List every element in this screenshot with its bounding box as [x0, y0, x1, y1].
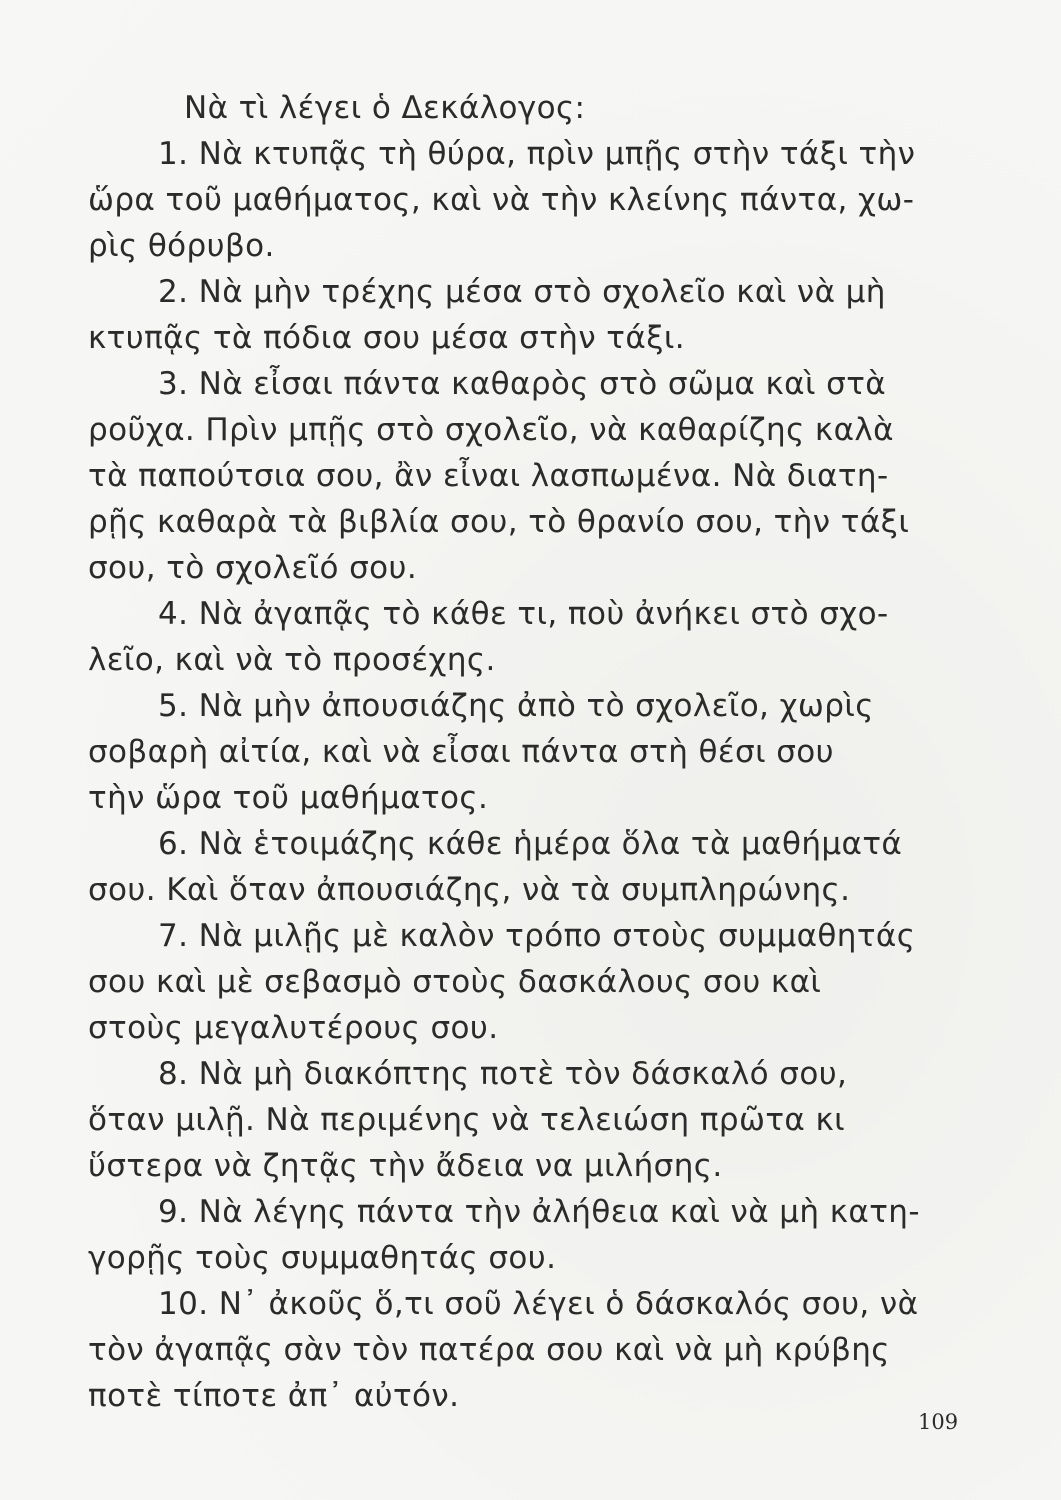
rule-10-line-3: ποτὲ τίποτε ἀπ᾽ αὐτόν.	[88, 1378, 460, 1414]
rule-2-line-2: κτυπᾷς τὰ πόδια σου μέσα στὴν τάξι.	[88, 320, 686, 356]
rule-3-line-2: ροῦχα. Πρὶν μπῇς στὸ σχολεῖο, νὰ καθαρίζης καλὰ	[88, 412, 894, 448]
intro-line: Νὰ τὶ λέγει ὁ Δεκάλογος:	[184, 90, 586, 126]
rule-9-line-1: 9. Νὰ λέγης πάντα τὴν ἀλήθεια καὶ νὰ μὴ κατη-	[158, 1194, 920, 1230]
rule-8-line-3: ὕστερα νὰ ζητᾷς τὴν ἄδεια να μιλήσης.	[88, 1148, 723, 1184]
rule-8-line-2: ὅταν μιλῇ. Νὰ περιμένης νὰ τελειώση πρῶτα κι	[88, 1102, 846, 1138]
rule-1-line-2: ὥρα τοῦ μαθήματος, καὶ νὰ τὴν κλείνης πάντα, χω-	[88, 182, 915, 218]
rule-3-line-5: σου, τὸ σχολεῖό σου.	[88, 550, 418, 586]
rule-2-line-1: 2. Νὰ μὴν τρέχης μέσα στὸ σχολεῖο καὶ νὰ μὴ	[158, 274, 886, 310]
rule-5-line-3: τὴν ὥρα τοῦ μαθήματος.	[88, 780, 489, 816]
rule-6-line-1: 6. Νὰ ἑτοιμάζης κάθε ἡμέρα ὅλα τὰ μαθήματά	[158, 826, 903, 862]
rule-3-line-4: ρῇς καθαρὰ τὰ βιβλία σου, τὸ θρανίο σου, τὴν τάξι	[88, 504, 910, 540]
rule-4-line-2: λεῖο, καὶ νὰ τὸ προσέχης.	[88, 642, 496, 678]
rule-9-line-2: γορῇς τοὺς συμμαθητάς σου.	[88, 1240, 557, 1276]
rule-8-line-1: 8. Νὰ μὴ διακόπτης ποτὲ τὸν δάσκαλό σου,	[158, 1056, 848, 1092]
rule-1-line-1: 1. Νὰ κτυπᾷς τὴ θύρα, πρὶν μπῇς στὴν τάξι τὴν	[158, 136, 916, 172]
rule-6-line-2: σου. Καὶ ὅταν ἀπουσιάζης, νὰ τὰ συμπληρώνης.	[88, 872, 851, 908]
rule-7-line-1: 7. Νὰ μιλῇς μὲ καλὸν τρόπο στοὺς συμμαθητάς	[158, 918, 916, 954]
rule-1-line-3: ρὶς θόρυβο.	[88, 228, 275, 264]
rule-3-line-1: 3. Νὰ εἶσαι πάντα καθαρὸς στὸ σῶμα καὶ στὰ	[158, 366, 887, 402]
rule-7-line-3: στοὺς μεγαλυτέρους σου.	[88, 1010, 499, 1046]
rule-4-line-1: 4. Νὰ ἀγαπᾷς τὸ κάθε τι, ποὺ ἀνήκει στὸ σχο-	[158, 596, 889, 632]
rule-5-line-1: 5. Νὰ μὴν ἀπουσιάζης ἀπὸ τὸ σχολεῖο, χωρὶς	[158, 688, 874, 724]
rule-10-line-1: 10. Ν᾽ ἀκοῦς ὅ,τι σοῦ λέγει ὁ δάσκαλός σου, νὰ	[158, 1286, 919, 1322]
rule-7-line-2: σου καὶ μὲ σεβασμὸ στοὺς δασκάλους σου καὶ	[88, 964, 822, 1000]
page-number: 109	[918, 1410, 959, 1434]
rule-10-line-2: τὸν ἀγαπᾷς σὰν τὸν πατέρα σου καὶ νὰ μὴ κρύβης	[88, 1332, 890, 1368]
rule-3-line-3: τὰ παπούτσια σου, ἂν εἶναι λασπωμένα. Νὰ διατη-	[88, 458, 889, 494]
rule-5-line-2: σοβαρὴ αἰτία, καὶ νὰ εἶσαι πάντα στὴ θέσι σου	[88, 734, 835, 770]
